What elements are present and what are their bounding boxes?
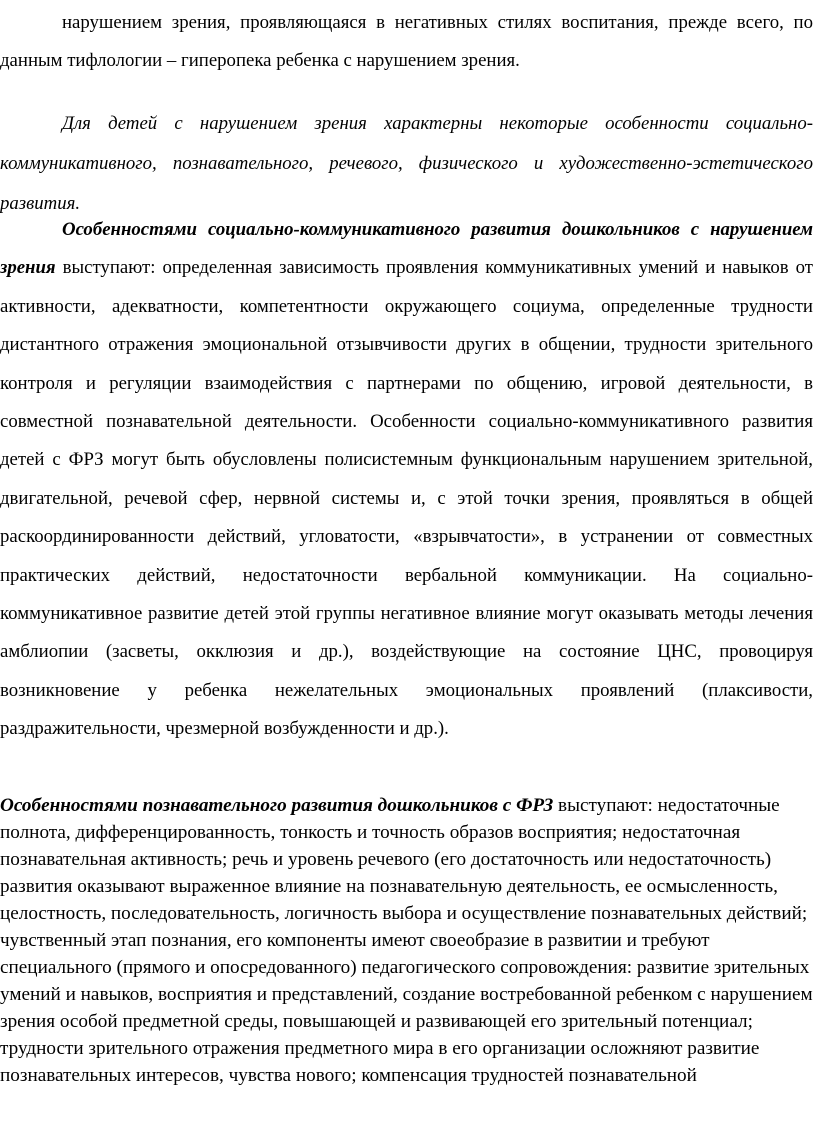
cognitive-heading: Особенностями познавательного развития дошкольников с ФРЗ bbox=[0, 795, 554, 816]
paragraph-social-communicative bbox=[0, 211, 813, 749]
paragraph-development-features: Для детей с нарушением зрения характерны некоторые особенности социально-коммуникативного, познавательного, речевого, физического и художественно-эстетического развития. bbox=[0, 113, 813, 214]
social-communicative-heading: Особенностями социально-коммуникативного развития дошкольников с нарушением зрения bbox=[0, 219, 813, 279]
cognitive-body: выступают: недостаточные полнота, дифференцированность, тонкость и точность образов восприятия; недостаточная познавательная активность; речь и уровень речевого (его достаточность или недостаточность) развития оказывают выраженное влияние на познавательную деятельность, ее осмысленность, целостность, последовательность, логичность выбора и осуществление познавательных действий; чувственный этап познания, его компоненты имеют своеобразие в развитии и требуют специального (прямого и опосредованного) педагогического сопровождения: развитие зрительных умений и навыков, восприятия и представлений, создание востребованной ребенком с нарушением зрения особой предметной среды, повышающей и развивающей его зрительный потенциал; трудности зрительного отражения предметного мира в его организации осложняют развитие познавательных интересов, чувства нового; компенсация трудностей познавательной bbox=[0, 795, 813, 1086]
paragraph-cognitive bbox=[0, 792, 813, 1089]
paragraph-intro-continuation: нарушением зрения, проявляющаяся в негативных стилях воспитания, прежде всего, по данным тифлологии – гиперопека ребенка с нарушением зрения. bbox=[0, 12, 813, 71]
social-communicative-body: выступают: определенная зависимость проявления коммуникативных умений и навыков от активности, адекватности, компетентности окружающего социума, определенные трудности дистантного отражения эмоциональной отзывчивости других в общении, трудности зрительного контроля и регуляции взаимодействия с партнерами по общению, игровой деятельности, в совместной познавательной деятельности. Особенности социально-коммуникативного развития детей с ФРЗ могут быть обусловлены полисистемным функциональным нарушением зрительной, двигательной, речевой сфер, нервной системы и, с этой точки зрения, проявляться в общей раскоординированности действий, угловатости, «взрывчатости», в устранении от совместных практических действий, недостаточности вербальной коммуникации. На социально-коммуникативное развитие детей этой группы негативное влияние могут оказывать методы лечения амблиопии (засветы, окклюзия и др.), воздействующие на состояние ЦНС, провоцируя возникновение у ребенка нежелательных эмоциональных проявлений (плаксивости, раздражительности, чрезмерной возбужденности и др.). bbox=[0, 257, 813, 740]
